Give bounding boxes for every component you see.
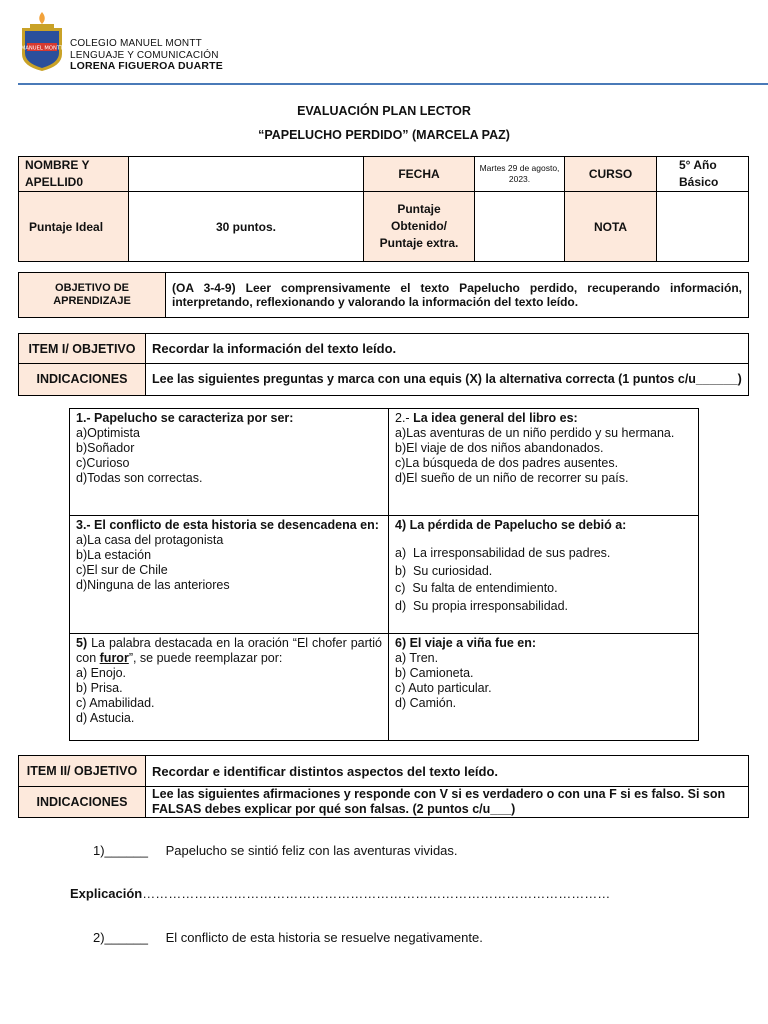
item1-table (18, 333, 749, 396)
question-5 (70, 634, 389, 741)
course-value: 5° Año Básico (657, 157, 749, 192)
grade-label: NOTA (565, 192, 657, 262)
question-6-option-d[interactable]: d) Camión. (395, 696, 457, 710)
objective-text: (OA 3-4-9) Leer comprensivamente el texto Papelucho perdido, recuperando información, interpretando, reflexionando y valorando la información del texto leído. (166, 273, 749, 318)
question-3 (70, 516, 389, 634)
question-1-option-c[interactable]: c)Curioso (76, 456, 130, 470)
item1-indications: Lee las siguientes preguntas y marca con una equis (X) la alternativa correcta (1 puntos c/u______) (146, 364, 749, 396)
ideal-score-label: Puntaje Ideal (19, 192, 129, 262)
question-2-option-c[interactable]: c)La búsqueda de dos padres ausentes. (395, 456, 619, 470)
question-3-option-b[interactable]: b)La estación (76, 548, 152, 562)
statement-2 (93, 930, 483, 945)
question-5-keyword: furor (99, 651, 129, 665)
question-6-option-a[interactable]: a) Tren. (395, 651, 439, 665)
question-1 (70, 409, 389, 516)
question-4-option-d[interactable]: d) Su propia irresponsabilidad. (395, 598, 569, 613)
obtained-score-field[interactable] (475, 192, 565, 262)
question-2-stem: La idea general del libro es: (413, 411, 578, 425)
item2-table (18, 755, 749, 818)
ideal-score-value: 30 puntos. (129, 192, 364, 262)
page-header (18, 8, 752, 84)
question-5-stem-a: La palabra destacada en la oración “El chofer partió con (76, 636, 382, 665)
question-6-option-b[interactable]: b) Camioneta. (395, 666, 474, 680)
item2-label: ITEM II/ OBJETIVO (19, 756, 146, 787)
statement-2-answer-blank[interactable]: 2)______ (93, 930, 148, 945)
statement-1 (93, 843, 458, 858)
item1-objective: Recordar la información del texto leído. (146, 334, 749, 364)
header-divider (18, 83, 768, 85)
question-5-option-c[interactable]: c) Amabilidad. (76, 696, 155, 710)
objective-label: OBJETIVO DE APRENDIZAJE (19, 273, 166, 318)
question-2-option-d[interactable]: d)El sueño de un niño de recorrer su país. (395, 471, 629, 485)
question-4-stem: 4) La pérdida de Papelucho se debió a: (395, 518, 627, 532)
date-label: FECHA (364, 157, 475, 192)
question-5-number: 5) (76, 636, 88, 650)
name-field[interactable] (129, 157, 364, 192)
question-1-option-b[interactable]: b)Soñador (76, 441, 135, 455)
item2-indications-label: INDICACIONES (19, 787, 146, 818)
name-label: NOMBRE Y APELLID0 (19, 157, 129, 192)
question-3-option-c[interactable]: c)El sur de Chile (76, 563, 168, 577)
question-2 (389, 409, 699, 516)
statement-1-answer-blank[interactable]: 1)______ (93, 843, 148, 858)
question-2-option-a[interactable]: a)Las aventuras de un niño perdido y su hermana. (395, 426, 675, 440)
question-1-stem: 1.- Papelucho se caracteriza por ser: (76, 411, 294, 425)
course-label: CURSO (565, 157, 657, 192)
question-6-stem: 6) El viaje a viña fue en: (395, 636, 537, 650)
teacher-name: LORENA FIGUEROA DUARTE (70, 60, 223, 72)
question-4-option-a[interactable]: a) La irresponsabilidad de sus padres. (395, 546, 611, 560)
question-5-option-b[interactable]: b) Prisa. (76, 681, 123, 695)
student-info-table (18, 156, 749, 262)
page-title: EVALUACIÓN PLAN LECTOR (297, 104, 471, 118)
school-name: COLEGIO MANUEL MONTT (70, 38, 202, 49)
question-4-option-c[interactable]: c) Su falta de entendimiento. (395, 581, 558, 595)
question-3-option-a[interactable]: a)La casa del protagonista (76, 533, 224, 547)
question-6-option-c[interactable]: c) Auto particular. (395, 681, 492, 695)
question-5-option-d[interactable]: d) Astucia. (76, 711, 135, 725)
question-2-number: 2.- (395, 411, 410, 425)
item1-indications-label: INDICACIONES (19, 364, 146, 396)
crest-text: MANUEL MONTT (20, 45, 64, 52)
statement-1-text: Papelucho se sintió feliz con las aventuras vividas. (165, 843, 458, 858)
questions-table (69, 408, 699, 741)
explanation-dots[interactable]: ……………………………………………………………………………………………… (142, 886, 611, 901)
question-2-option-b[interactable]: b)El viaje de dos niños abandonados. (395, 441, 604, 455)
question-4-option-b[interactable]: b) Su curiosidad. (395, 563, 493, 578)
item2-objective: Recordar e identificar distintos aspectos del texto leído. (146, 756, 749, 787)
school-crest-logo (20, 10, 64, 72)
page-subtitle: “PAPELUCHO PERDIDO” (MARCELA PAZ) (258, 128, 510, 142)
question-5-stem-b: ”, se puede reemplazar por: (128, 651, 283, 665)
item2-indications: Lee las siguientes afirmaciones y responde con V si es verdadero o con una F si es falso. Si son FALSAS debes explicar por qué son falsas. (2 puntos c/u___) (146, 787, 749, 818)
question-1-option-a[interactable]: a)Optimista (76, 426, 140, 440)
explanation-label: Explicación (70, 886, 143, 901)
school-info (70, 38, 223, 73)
question-4 (389, 516, 699, 634)
question-3-option-d[interactable]: d)Ninguna de las anteriores (76, 578, 230, 592)
grade-field[interactable] (657, 192, 749, 262)
explanation-line (70, 886, 610, 901)
subject-name: LENGUAJE Y COMUNICACIÓN (70, 49, 219, 61)
obtained-score-label: Puntaje Obtenido/ Puntaje extra. (364, 192, 475, 262)
question-6 (389, 634, 699, 741)
date-value: Martes 29 de agosto, 2023. (475, 157, 565, 192)
question-5-option-a[interactable]: a) Enojo. (76, 666, 127, 680)
question-1-option-d[interactable]: d)Todas son correctas. (76, 471, 203, 485)
item1-label: ITEM I/ OBJETIVO (19, 334, 146, 364)
learning-objective-table (18, 272, 749, 318)
statement-2-text: El conflicto de esta historia se resuelve negativamente. (165, 930, 483, 945)
question-3-stem: 3.- El conflicto de esta historia se desencadena en: (76, 518, 379, 532)
